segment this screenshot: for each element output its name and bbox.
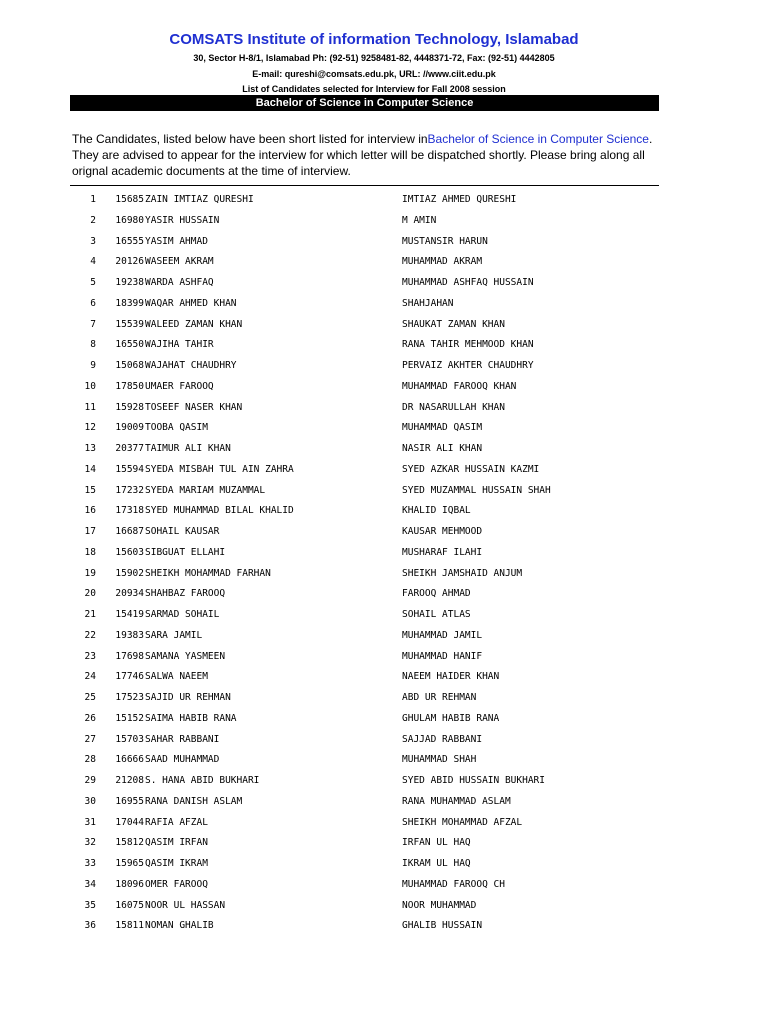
candidate-row	[0, 605, 768, 626]
candidate-row	[0, 232, 768, 253]
candidate-name: WARDA ASHFAQ	[145, 277, 214, 288]
serial-number: 12	[84, 422, 96, 434]
registration-number: 15594	[115, 463, 144, 475]
registration-number: 16687	[115, 526, 144, 537]
registration-number: 15812	[115, 837, 144, 849]
document-header	[0, 30, 768, 96]
serial-number: 25	[84, 692, 96, 703]
father-name: SAJJAD RABBANI	[402, 733, 483, 745]
father-name: PERVAIZ AKHTER CHAUDHRY	[402, 360, 534, 371]
father-name: IKRAM UL HAQ	[402, 858, 471, 869]
candidate-name: TAIMUR ALI KHAN	[145, 443, 231, 454]
father-name: MUHAMMAD FAROOQ KHAN	[402, 380, 517, 392]
serial-number: 10	[84, 380, 96, 392]
serial-number: 22	[84, 629, 96, 641]
candidate-row	[0, 916, 768, 937]
candidate-row	[0, 460, 768, 481]
father-name: SYED MUZAMMAL HUSSAIN SHAH	[402, 484, 551, 496]
candidate-row	[0, 688, 768, 709]
candidate-name: YASIM AHMAD	[145, 235, 208, 247]
candidate-name: SHAHBAZ FAROOQ	[145, 588, 226, 600]
serial-number: 4	[90, 256, 96, 268]
candidate-row	[0, 522, 768, 543]
serial-number: 9	[90, 360, 96, 371]
serial-number: 19	[84, 567, 96, 579]
father-name: MUHAMMAD ASHFAQ HUSSAIN	[402, 277, 534, 288]
candidate-name: NOOR UL HASSAN	[145, 899, 226, 911]
serial-number: 2	[90, 214, 96, 226]
serial-number: 33	[84, 858, 96, 869]
father-name: MUHAMMAD HANIF	[402, 650, 483, 662]
serial-number: 28	[84, 754, 96, 766]
registration-number: 16955	[115, 795, 144, 807]
father-name: FAROOQ AHMAD	[402, 588, 471, 600]
registration-number: 16075	[115, 899, 144, 911]
registration-number: 20934	[115, 588, 144, 600]
father-name: MUHAMMAD QASIM	[402, 422, 483, 434]
serial-number: 21	[84, 609, 96, 620]
candidate-list	[0, 190, 768, 937]
candidate-name: SARMAD SOHAIL	[145, 609, 220, 620]
candidate-name: RAFIA AFZAL	[145, 816, 208, 828]
candidate-row	[0, 584, 768, 605]
father-name: NASIR ALI KHAN	[402, 443, 483, 454]
candidate-row	[0, 211, 768, 232]
registration-number: 17523	[115, 692, 144, 703]
father-name: MUSHARAF ILAHI	[402, 546, 483, 558]
serial-number: 27	[84, 733, 96, 745]
candidate-name: QASIM IRFAN	[145, 837, 208, 849]
serial-number: 23	[84, 650, 96, 662]
candidate-name: OMER FAROOQ	[145, 878, 208, 890]
father-name: SHAUKAT ZAMAN KHAN	[402, 318, 505, 330]
father-name: RANA MUHAMMAD ASLAM	[402, 795, 511, 807]
serial-number: 16	[84, 505, 96, 517]
candidate-name: QASIM IKRAM	[145, 858, 208, 869]
serial-number: 24	[84, 671, 96, 683]
registration-number: 15539	[115, 318, 144, 330]
candidate-row	[0, 356, 768, 377]
intro-paragraph	[72, 131, 662, 179]
candidate-name: WAJIHA TAHIR	[145, 339, 214, 351]
serial-number: 5	[90, 277, 96, 288]
candidate-name: SYEDA MISBAH TUL AIN ZAHRA	[145, 463, 294, 475]
candidate-name: SHEIKH MOHAMMAD FARHAN	[145, 567, 271, 579]
candidate-name: SYED MUHAMMAD BILAL KHALID	[145, 505, 294, 517]
candidate-name: ZAIN IMTIAZ QURESHI	[145, 194, 254, 205]
candidate-name: S. HANA ABID BUKHARI	[145, 775, 260, 786]
serial-number: 7	[90, 318, 96, 330]
registration-number: 20126	[115, 256, 144, 268]
registration-number: 15703	[115, 733, 144, 745]
candidate-name: SIBGUAT ELLAHI	[145, 546, 226, 558]
father-name: IRFAN UL HAQ	[402, 837, 471, 849]
candidate-row	[0, 813, 768, 834]
registration-number: 18096	[115, 878, 144, 890]
father-name: SHAHJAHAN	[402, 297, 454, 309]
candidate-row	[0, 564, 768, 585]
candidate-row	[0, 709, 768, 730]
candidate-row	[0, 626, 768, 647]
father-name: MUHAMMAD SHAH	[402, 754, 477, 766]
candidate-name: WASEEM AKRAM	[145, 256, 214, 268]
candidate-row	[0, 190, 768, 211]
serial-number: 35	[84, 899, 96, 911]
registration-number: 16980	[115, 214, 144, 226]
registration-number: 21208	[115, 775, 144, 786]
candidate-name: WAJAHAT CHAUDHRY	[145, 360, 237, 371]
candidate-name: TOOBA QASIM	[145, 422, 208, 434]
registration-number: 16666	[115, 754, 144, 766]
intro-text-start: The Candidates, listed below have been short listed for interview in	[72, 132, 428, 146]
candidate-name: SALWA NAEEM	[145, 671, 208, 683]
father-name: SHEIKH JAMSHAID ANJUM	[402, 567, 523, 579]
candidate-row	[0, 667, 768, 688]
father-name: KHALID IQBAL	[402, 505, 471, 517]
serial-number: 30	[84, 795, 96, 807]
serial-number: 8	[90, 339, 96, 351]
candidate-row	[0, 377, 768, 398]
intro-text-end: . They are advised to appear for the interview for which letter will be dispatched shortly. Please bring along all orignal academic documents at the time of interview.	[72, 132, 653, 178]
serial-number: 36	[84, 920, 96, 932]
candidate-name: SAAD MUHAMMAD	[145, 754, 220, 766]
divider	[70, 185, 659, 186]
registration-number: 17850	[115, 380, 144, 392]
institute-address: 30, Sector H-8/1, Islamabad Ph: (92-51) 9258481-82, 4448371-72, Fax: (92-51) 4442805	[193, 53, 555, 63]
father-name: SYED ABID HUSSAIN BUKHARI	[402, 775, 545, 786]
candidate-name: SARA JAMIL	[145, 629, 203, 641]
serial-number: 18	[84, 546, 96, 558]
father-name: MUHAMMAD JAMIL	[402, 629, 483, 641]
registration-number: 15068	[115, 360, 144, 371]
candidate-name: SAHAR RABBANI	[145, 733, 220, 745]
father-name: IMTIAZ AHMED QURESHI	[402, 194, 517, 205]
candidate-row	[0, 481, 768, 502]
father-name: NAEEM HAIDER KHAN	[402, 671, 500, 683]
serial-number: 15	[84, 484, 96, 496]
registration-number: 17318	[115, 505, 144, 517]
candidate-row	[0, 501, 768, 522]
candidate-row	[0, 875, 768, 896]
father-name: DR NASARULLAH KHAN	[402, 401, 505, 413]
registration-number: 15928	[115, 401, 144, 413]
registration-number: 15152	[115, 712, 144, 724]
registration-number: 17698	[115, 650, 144, 662]
candidate-name: SAMANA YASMEEN	[145, 650, 226, 662]
father-name: MUSTANSIR HARUN	[402, 235, 488, 247]
candidate-row	[0, 730, 768, 751]
candidate-name: RANA DANISH ASLAM	[145, 795, 243, 807]
serial-number: 29	[84, 775, 96, 786]
candidate-row	[0, 418, 768, 439]
candidate-name: WAQAR AHMED KHAN	[145, 297, 237, 309]
registration-number: 17746	[115, 671, 144, 683]
candidate-row	[0, 896, 768, 917]
father-name: SYED AZKAR HUSSAIN KAZMI	[402, 463, 540, 475]
candidate-row	[0, 315, 768, 336]
father-name: MUHAMMAD FAROOQ CH	[402, 878, 505, 890]
father-name: M AMIN	[402, 214, 437, 226]
candidate-row	[0, 647, 768, 668]
contact-line: E-mail: qureshi@comsats.edu.pk, URL: //www.ciit.edu.pk	[252, 69, 496, 79]
list-title: List of Candidates selected for Interview for Fall 2008 session	[242, 84, 506, 94]
registration-number: 16550	[115, 339, 144, 351]
registration-number: 19238	[115, 277, 144, 288]
candidate-name: UMAER FAROOQ	[145, 380, 214, 392]
candidate-name: SAJID UR REHMAN	[145, 692, 231, 703]
serial-number: 6	[90, 297, 96, 309]
serial-number: 20	[84, 588, 96, 600]
candidate-row	[0, 854, 768, 875]
serial-number: 14	[84, 463, 96, 475]
registration-number: 15603	[115, 546, 144, 558]
registration-number: 19009	[115, 422, 144, 434]
institute-title: COMSATS Institute of information Technology, Islamabad	[169, 31, 579, 48]
candidate-name: WALEED ZAMAN KHAN	[145, 318, 243, 330]
candidate-row	[0, 335, 768, 356]
registration-number: 16555	[115, 235, 144, 247]
father-name: NOOR MUHAMMAD	[402, 899, 477, 911]
father-name: MUHAMMAD AKRAM	[402, 256, 483, 268]
program-banner: Bachelor of Science in Computer Science	[70, 95, 659, 111]
father-name: RANA TAHIR MEHMOOD KHAN	[402, 339, 534, 351]
father-name: SHEIKH MOHAMMAD AFZAL	[402, 816, 523, 828]
candidate-row	[0, 273, 768, 294]
father-name: GHALIB HUSSAIN	[402, 920, 483, 932]
registration-number: 15965	[115, 858, 144, 869]
serial-number: 31	[84, 816, 96, 828]
intro-program-name: Bachelor of Science in Computer Science	[427, 132, 649, 146]
serial-number: 3	[90, 235, 96, 247]
registration-number: 18399	[115, 297, 144, 309]
candidate-row	[0, 252, 768, 273]
father-name: GHULAM HABIB RANA	[402, 712, 500, 724]
candidate-row	[0, 792, 768, 813]
candidate-name: SYEDA MARIAM MUZAMMAL	[145, 484, 266, 496]
serial-number: 13	[84, 443, 96, 454]
serial-number: 11	[84, 401, 96, 413]
candidate-row	[0, 771, 768, 792]
candidate-name: SOHAIL KAUSAR	[145, 526, 220, 537]
registration-number: 17232	[115, 484, 144, 496]
candidate-row	[0, 750, 768, 771]
registration-number: 15902	[115, 567, 144, 579]
candidate-name: NOMAN GHALIB	[145, 920, 214, 932]
registration-number: 20377	[115, 443, 144, 454]
candidate-row	[0, 294, 768, 315]
registration-number: 15419	[115, 609, 144, 620]
serial-number: 17	[84, 526, 96, 537]
father-name: ABD UR REHMAN	[402, 692, 477, 703]
registration-number: 15811	[115, 920, 144, 932]
serial-number: 32	[84, 837, 96, 849]
father-name: SOHAIL ATLAS	[402, 609, 471, 620]
serial-number: 26	[84, 712, 96, 724]
registration-number: 19383	[115, 629, 144, 641]
serial-number: 1	[90, 194, 96, 205]
serial-number: 34	[84, 878, 96, 890]
registration-number: 15685	[115, 194, 144, 205]
candidate-row	[0, 833, 768, 854]
registration-number: 17044	[115, 816, 144, 828]
candidate-row	[0, 439, 768, 460]
candidate-name: SAIMA HABIB RANA	[145, 712, 237, 724]
father-name: KAUSAR MEHMOOD	[402, 526, 483, 537]
candidate-row	[0, 543, 768, 564]
candidate-row	[0, 398, 768, 419]
candidate-name: TOSEEF NASER KHAN	[145, 401, 243, 413]
candidate-name: YASIR HUSSAIN	[145, 214, 220, 226]
